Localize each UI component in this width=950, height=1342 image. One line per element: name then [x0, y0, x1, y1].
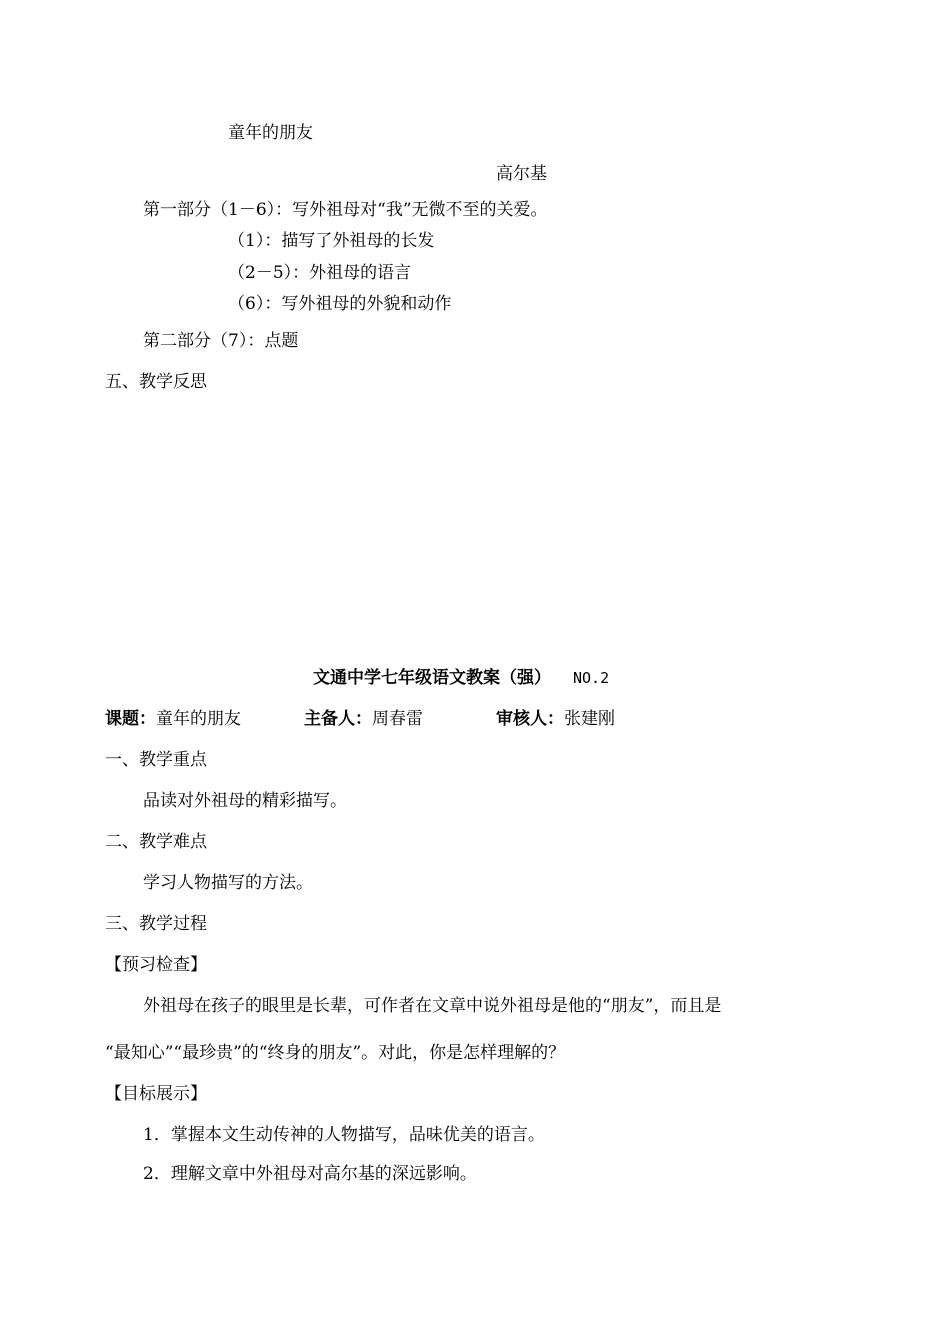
difficulty-body: 学习人物描写的方法。: [143, 873, 313, 893]
process-heading: 三、教学过程: [105, 914, 207, 934]
outline-part-1-sub-1: （1）：描写了外祖母的长发: [228, 231, 435, 251]
key-points-heading: 一、教学重点: [105, 750, 207, 770]
reviewer-label: 审核人：: [496, 709, 564, 729]
key-points-body: 品读对外祖母的精彩描写。: [143, 791, 347, 811]
preview-heading: 【预习检查】: [105, 955, 207, 975]
outline-part-2: 第二部分（7）：点题: [143, 331, 299, 351]
goal-item-1: 1．掌握本文生动传神的人物描写，品味优美的语言。: [143, 1125, 545, 1145]
plan-meta-row: [105, 708, 241, 730]
section-reflection-heading: 五、教学反思: [105, 372, 207, 392]
plan-header: [313, 667, 609, 689]
preview-paragraph-line-2: “最知心”“最珍贵”的“终身的朋友”。对此，你是怎样理解的？: [105, 1043, 566, 1063]
outline-title: 童年的朋友: [228, 123, 313, 143]
outline-part-1: 第一部分（1－6）：写外祖母对“我”无微不至的关爱。: [143, 200, 548, 220]
preparer-label: 主备人：: [304, 709, 372, 729]
topic-value: 童年的朋友: [156, 709, 241, 729]
goals-heading: 【目标展示】: [105, 1084, 207, 1104]
outline-author: 高尔基: [496, 164, 547, 184]
outline-part-1-sub-2: （2－5）：外祖母的语言: [228, 263, 412, 283]
preparer: [304, 708, 423, 730]
difficulty-heading: 二、教学难点: [105, 832, 207, 852]
goal-item-2: 2．理解文章中外祖母对高尔基的深远影响。: [143, 1164, 477, 1184]
preparer-value: 周春雷: [372, 709, 423, 729]
plan-header-title: 文通中学七年级语文教案（强）: [313, 668, 551, 688]
topic-label: 课题：: [105, 709, 156, 729]
reviewer: [496, 708, 615, 730]
reviewer-value: 张建刚: [564, 709, 615, 729]
plan-header-number: NO.2: [573, 669, 610, 687]
preview-paragraph-line-1: 外祖母在孩子的眼里是长辈，可作者在文章中说外祖母是他的“朋友”，而且是: [143, 996, 722, 1016]
outline-part-1-sub-3: （6）：写外祖母的外貌和动作: [228, 294, 452, 314]
